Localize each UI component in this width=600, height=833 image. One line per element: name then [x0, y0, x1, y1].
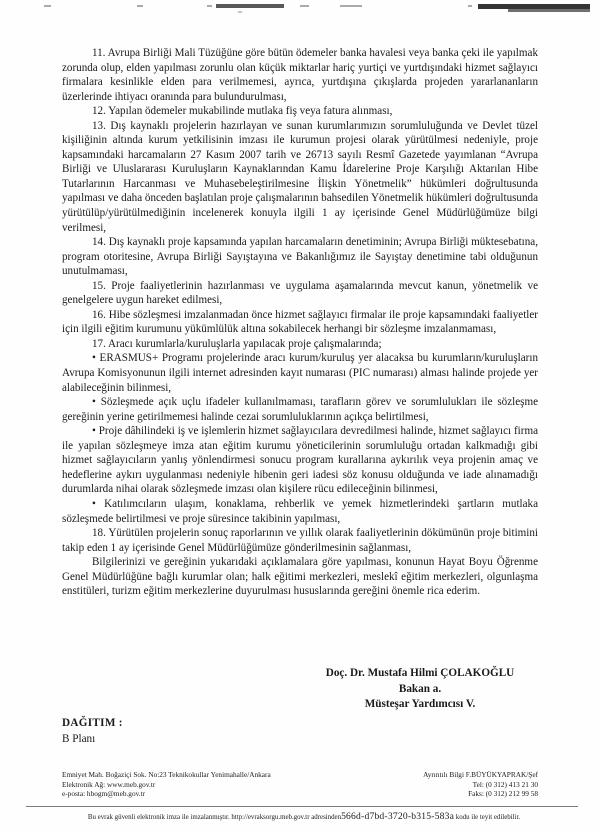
paragraph-bullet-2: • Sözleşmede açık uçlu ifadeler kullanılmaması, tarafların görev ve sorumlulukları ile sözleşme gereğinin yerine getirilmemesi halinde cezai sorumluluklarının açıkça belirtilmesi,	[62, 396, 538, 423]
footer-email-line: e-posta: hbogm@meb.gov.tr	[62, 789, 146, 799]
paragraph-item-16: 16. Hibe sözleşmesi imzalanmadan önce hizmet sağlayıcı firmalar ile proje kapsamındaki faaliyetler için ilgili eğitim kurumunu yükümlülük altına sokabilecek herhangi bir sözleşme imzalanmaması,	[62, 308, 538, 336]
paragraph-item-12: 12. Yapılan ödemeler mukabilinde mutlaka fiş veya fatura alınması,	[92, 105, 393, 118]
footer-contact-person: Ayrıntılı Bilgi F.BÜYÜKYAPRAK/Şef	[423, 770, 538, 779]
document-body	[62, 46, 538, 599]
scan-artifact-noise-a	[44, 5, 51, 7]
footer-divider	[26, 806, 578, 807]
signatory-title: Müsteşar Yardımcısı V.	[364, 698, 476, 710]
signature-block	[300, 666, 540, 713]
scan-artifact-noise-g	[238, 11, 242, 13]
distribution-block	[62, 716, 123, 747]
paragraph-closing: Bilgilerinizi ve gereğinin yukarıdaki açıklamalara göre yapılması, konunun Hayat Boyu Öğrenme Genel Müdürlüğüne bağlı kurumlar olan; halk eğitimi merkezleri, meslekî eğitim merkezleri, olgunlaşma enstitüleri, turizm eğitim merkezlerine duyurulması hususlarında gereğini önemle rica ederim.	[62, 556, 538, 598]
electronic-signature-verification	[26, 812, 582, 823]
scan-artifact-streak-mid	[216, 4, 284, 8]
scan-artifact-noise-f	[468, 5, 472, 7]
footer-address-block	[62, 770, 271, 799]
verification-code: 566d-d7bd-3720-b315-583a	[341, 811, 455, 822]
distribution-label: DAĞITIM :	[62, 717, 123, 729]
paragraph-bullet-3: • Proje dâhilindeki iş ve işlemlerin hizmet sağlayıcılara devredilmesi halinde, hizmet sağlayıcı firma ile yapılan sözleşmeye imza atan eğitim kurumu yöneticilerinin sorumluluğu ortadan kalkmadığı gibi hizmet sağlayıcıların yanlış yönlendirmesi sonucu program kurallarına aykırılık veya projenin amaç ve hedeflerine aykırı uygulanması nedeniyle hibenin geri iadesi söz konusu olduğunda ve iade alınamadığı durumlarda nihai olarak sözleşmede imzası olan kişilere rücu edileceğinin bilinmesi,	[62, 425, 538, 496]
scan-artifact-noise-b	[137, 5, 143, 7]
footer-contact-block	[423, 770, 538, 799]
page-footer	[62, 770, 538, 799]
paragraph-item-14: 14. Dış kaynaklı proje kapsamında yapılan harcamaların denetiminin; Avrupa Birliği müktesebatına, program otoritesine, Avrupa Birliği Sayıştayına ve Bakanlığımız ile Sayıştay denetimine tabi olduğunun unutulmaması,	[62, 236, 538, 278]
paragraph-item-17: 17. Aracı kurumlarla/kuruluşlarla yapılacak proje çalışmalarında;	[92, 337, 382, 350]
paragraph-item-18: 18. Yürütülen projelerin sonuç raporlarının ve yıllık olarak faaliyetlerinin dökümünün proje bitimini takip eden 1 ay içerisinde Genel Müdürlüğümüze gönderilmesinin sağlanması,	[62, 527, 538, 554]
scan-artifact-noise-d	[300, 5, 309, 7]
footer-website-line: Elektronik Ağ: www.meb.gov.tr	[62, 779, 156, 789]
distribution-value: B Planı	[62, 732, 96, 745]
paragraph-item-15: 15. Proje faaliyetlerinin hazırlanması ve uygulama aşamalarında mevcut kanun, yönetmelik ve genelgelere uygun hareket edilmesi,	[62, 279, 538, 307]
signatory-on-behalf: Bakan a.	[398, 682, 442, 695]
verification-suffix: kodu ile teyit edilebilir.	[455, 814, 521, 821]
scan-artifact-noise-e	[340, 5, 362, 7]
footer-phone: Tel: (0 312) 413 21 30	[472, 779, 538, 789]
scan-artifact-streak-right-2	[508, 9, 590, 12]
footer-address-line: Emniyet Mah. Boğaziçi Sok. No:23 Teknikokullar Yenimahalle/Ankara	[62, 770, 271, 779]
paragraph-item-11: 11. Avrupa Birliği Mali Tüzüğüne göre bütün ödemeler banka havalesi veya banka çeki ile yapılmak zorunda olup, elden yapılması zorunlu olan küçük miktarlar hariç yurtiçi ve yurtdışındaki hizmet sağlayıcı firmalara kesinlikle elden para verilmemesi, ayrıca, yurtdışına çıkışlarda projeden yararlananların üzerlerinde ihtiyacı oranında para bulundurulması,	[62, 47, 538, 103]
scan-artifact-noise-c	[207, 5, 212, 7]
verification-prefix: Bu evrak güvenli elektronik imza ile imzalanmıştır. http://evraksorgu.meb.gov.tr adresinden	[87, 814, 342, 821]
paragraph-bullet-1: • ERASMUS+ Programı projelerinde aracı kurum/kuruluş yer alacaksa bu kurumların/kuruluşların Avrupa Komisyonunun ilgili internet adresinden kayıt numarası (PIC numarası) alması halinde projede yer alabileceğinin bilinmesi,	[62, 352, 538, 394]
signatory-name: Doç. Dr. Mustafa Hilmi ÇOLAKOĞLU	[325, 667, 515, 679]
paragraph-item-13: 13. Dış kaynaklı projelerin hazırlayan ve sunan kurumlarımızın sorumluluğunda ve Devlet tüzel kişiliğinin altında kurum yetkilisinin imzası ile kurumun projesi olarak yürütülmesi nedeniyle, proje kapsamındaki harcamaların 27 Kasım 2007 tarih ve 26713 sayılı Resmî Gazetede yayımlanan “Avrupa Birliği ve Uluslararası Kuruluşların Kaynaklarından Kamu İdarelerine Proje Karşılığı Aktarılan Hibe Tutarlarının Harcanması ve Muhasebeleştirilmesine İlişkin Yönetmelik” hükümleri doğrultusunda yapılması ve daha önceden başlatılan proje çalışmalarının bahsedilen Yönetmelik hükümleri doğrultusunda yürütülüp/yürütülmediğinin incelenerek konuyla ilgili 1 ay içerisinde Genel Müdürlüğümüze bilgi verilmesi,	[62, 119, 538, 234]
footer-fax: Faks: (0 312) 212 99 58	[468, 789, 538, 799]
paragraph-bullet-4: • Katılımcıların ulaşım, konaklama, rehberlik ve yemek hizmetlerindeki şartların mutlaka sözleşmede belirtilmesi ve proje süresince takibinin yapılması,	[62, 497, 538, 525]
